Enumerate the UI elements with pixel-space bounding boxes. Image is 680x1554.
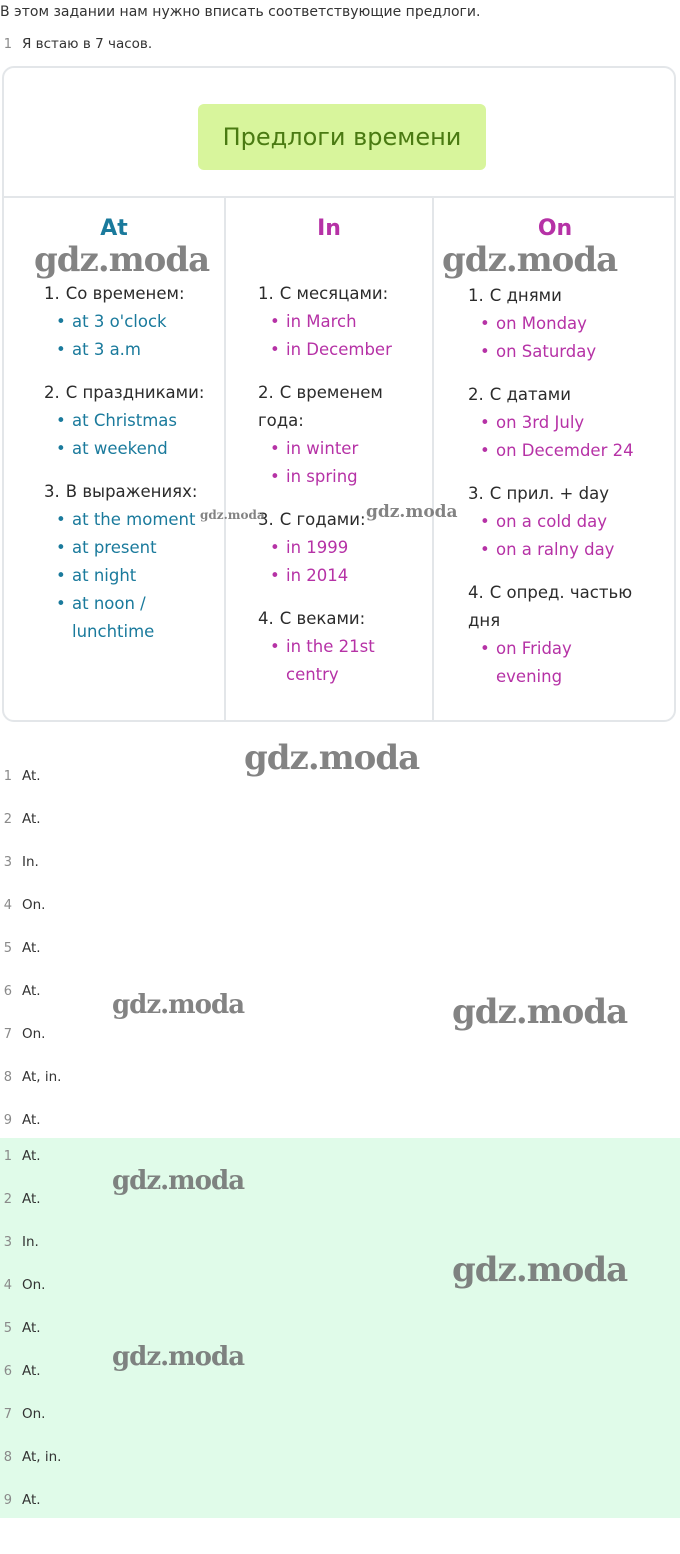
list-item: • at night — [44, 562, 224, 590]
list-item: • at 3 a.m — [44, 336, 224, 364]
watermark: gdz.moda — [452, 1250, 628, 1290]
highlighted-answers — [0, 1138, 680, 1518]
list-item: • in March — [258, 308, 432, 336]
group-title: С днями — [489, 286, 562, 305]
list-item: • in 2014 — [258, 562, 432, 590]
column-head: On — [537, 216, 573, 241]
group — [468, 381, 676, 465]
list-item: • on Friday evening — [468, 635, 586, 691]
group-title: Со временем: — [65, 284, 185, 303]
watermark: gdz.moda — [112, 1166, 245, 1196]
watermark: gdz.moda — [244, 738, 420, 778]
list-item: • in the 21st centry — [258, 633, 386, 689]
column-body — [434, 282, 676, 691]
group-number: 4. — [258, 609, 274, 628]
column-body — [226, 280, 432, 689]
group-title: С опред. частью дня — [468, 583, 633, 630]
list-item: • at noon / lunchtime — [44, 590, 152, 646]
answer-line: 6 At. — [3, 1363, 41, 1379]
answer-line: 3 In. — [3, 1234, 39, 1250]
watermark: gdz.moda — [112, 990, 245, 1020]
watermark: gdz.moda — [34, 240, 210, 280]
group-title: С праздниками: — [65, 383, 205, 402]
list-item: • at the moment — [44, 506, 224, 534]
list-item: • at weekend — [44, 435, 224, 463]
answer-line: 4 On. — [3, 1277, 46, 1293]
group-number: 3. — [258, 510, 274, 529]
column-head: In — [317, 216, 341, 241]
list-item: • at 3 o'clock — [44, 308, 224, 336]
group-number: 2. — [468, 385, 484, 404]
card-title: Предлоги времени — [198, 104, 486, 170]
list-item: • in 1999 — [258, 534, 432, 562]
group-title: С прил. + day — [489, 484, 609, 503]
answer-line: 5 At. — [3, 1320, 41, 1336]
list-item: • on a cold day — [468, 508, 676, 536]
watermark: gdz.moda — [442, 240, 618, 280]
group — [258, 280, 432, 364]
group-title: С веками: — [279, 609, 366, 628]
group-number: 1. — [468, 286, 484, 305]
group-number: 4. — [468, 583, 484, 602]
group-title: С временем года: — [258, 383, 383, 430]
example-text: Я встаю в 7 часов. — [22, 36, 153, 52]
list-item: • in winter — [258, 435, 432, 463]
watermark: gdz.moda — [366, 502, 458, 522]
column-in — [226, 198, 432, 704]
answer-line: 1 At. — [3, 1148, 41, 1164]
list-item: • on Monday — [468, 310, 676, 338]
list-item: • in spring — [258, 463, 432, 491]
group-number: 2. — [258, 383, 274, 402]
watermark: gdz.moda — [452, 992, 628, 1032]
answer-line: 9 At. — [3, 1112, 41, 1128]
group-title: В выражениях: — [65, 482, 198, 501]
group — [44, 379, 224, 463]
answer-line: 4 On. — [3, 897, 46, 913]
answer-line: 1 At. — [3, 768, 41, 784]
prepositions-card — [2, 66, 676, 722]
answer-line: 7 On. — [3, 1026, 46, 1042]
answer-line: 8 At, in. — [3, 1069, 62, 1085]
intro-text: В этом задании нам нужно вписать соответствующие предлоги. — [0, 4, 481, 20]
group — [468, 579, 676, 691]
answer-line: 8 At, in. — [3, 1449, 62, 1465]
list-item: • in December — [258, 336, 432, 364]
group-title: С месяцами: — [279, 284, 389, 303]
group-number: 1. — [258, 284, 274, 303]
answer-line: 2 At. — [3, 811, 41, 827]
answer-line: 7 On. — [3, 1406, 46, 1422]
list-item: • on 3rd July — [468, 409, 676, 437]
list-item: • at Christmas — [44, 407, 224, 435]
watermark: gdz.moda — [200, 508, 265, 522]
answer-line: 5 At. — [3, 940, 41, 956]
example-line — [0, 36, 152, 52]
list-item: • on Saturday — [468, 338, 676, 366]
group-number: 2. — [44, 383, 60, 402]
group-number: 3. — [468, 484, 484, 503]
list-item: • on a ralny day — [468, 536, 676, 564]
answer-line: 9 At. — [3, 1492, 41, 1508]
group — [44, 478, 224, 646]
group — [44, 280, 224, 364]
column-body — [4, 280, 224, 646]
group-title: С датами — [489, 385, 571, 404]
group — [468, 282, 676, 366]
group — [258, 605, 432, 689]
list-item: • on Decemder 24 — [468, 437, 676, 465]
group-number: 3. — [44, 482, 60, 501]
answer-line: 3 In. — [3, 854, 39, 870]
column-head: At — [100, 216, 128, 241]
watermark: gdz.moda — [112, 1342, 245, 1372]
group — [468, 480, 676, 564]
answer-line: 6 At. — [3, 983, 41, 999]
example-number: 1 — [3, 37, 12, 52]
group-title: С годами: — [279, 510, 366, 529]
list-item: • at present — [44, 534, 224, 562]
answer-line: 2 At. — [3, 1191, 41, 1207]
group-number: 1. — [44, 284, 60, 303]
group — [258, 379, 432, 491]
